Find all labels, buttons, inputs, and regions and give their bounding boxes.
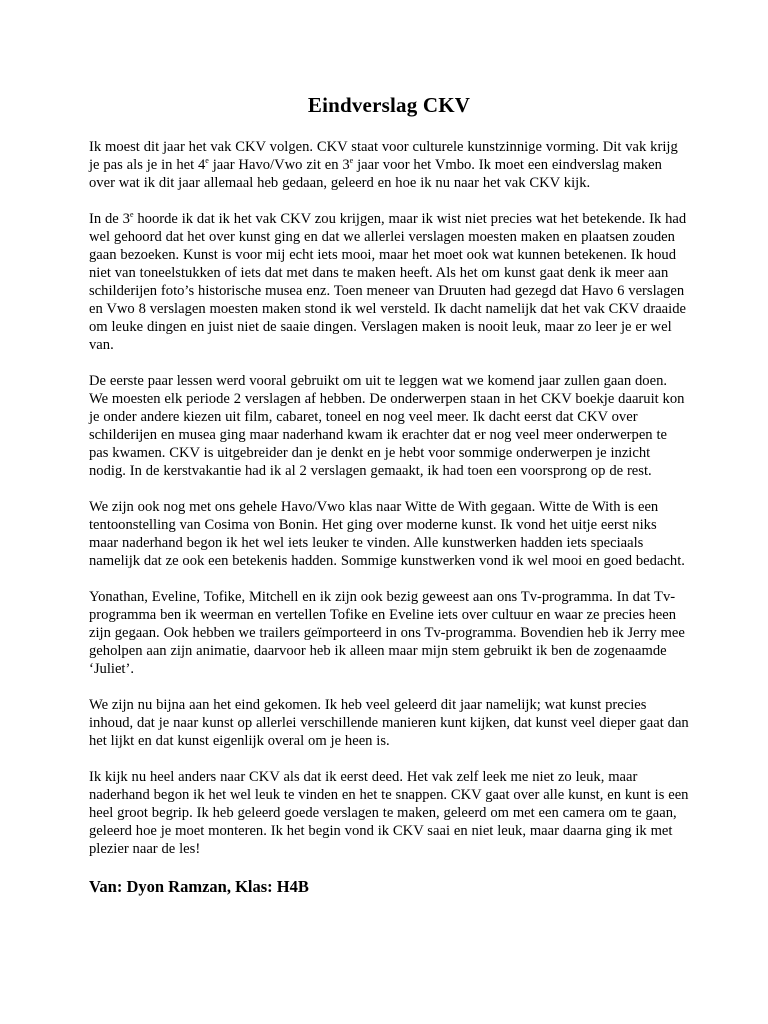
paragraph-text: jaar Havo/Vwo zit en 3 — [208, 157, 350, 173]
body-paragraph — [89, 588, 689, 678]
document-body — [89, 138, 689, 858]
body-paragraph — [89, 696, 689, 750]
document-author-line: Van: Dyon Ramzan, Klas: H4B — [89, 877, 309, 896]
body-paragraph — [89, 498, 689, 570]
body-paragraph — [89, 768, 689, 858]
paragraph-text: hoorde ik dat ik het vak CKV zou krijgen, maar ik wist niet precies wat het betekende. Ik had wel gehoord dat het over kunst ging en dat we allerlei verslagen moesten maken en plaatsen zouden gaan bezoeken. Kunst is voor mij echt iets mooi, maar het moet ook wat kunnen betekenen. Ik houd niet van toneelstukken of iets dat met dans te maken heeft. Als het om kunst gaat denk ik meer aan schilderijen foto’s historische musea enz. Toen meneer van Druuten had gezegd dat Havo 6 verslagen en Vwo 8 verslagen moesten maken stond ik wel versteld. Ik dacht namelijk dat het vak CKV draaide om leuke dingen en juist niet de saaie dingen. Verslagen maken is nooit leuk, maar zo leer je er wel van. — [89, 211, 687, 353]
paragraph-text: We zijn ook nog met ons gehele Havo/Vwo klas naar Witte de With gegaan. Witte de With is een tentoonstelling van Cosima von Bonin. Het ging over moderne kunst. Ik vond het uitje eerst niks maar naderhand begon ik het wel iets leuker te vinden. Alle kunstwerken hadden iets speciaals namelijk dat ze ook een betekenis hadden. Sommige kunstwerken vond ik wel mooi en goed bedacht. — [89, 499, 685, 569]
ordinal-superscript: e — [129, 210, 134, 220]
document-title: Eindverslag CKV — [307, 93, 471, 117]
body-paragraph — [89, 372, 689, 480]
paragraph-text: Ik kijk nu heel anders naar CKV als dat ik eerst deed. Het vak zelf leek me niet zo leuk, maar naderhand begon ik het wel leuk te vinden en het te snappen. CKV gaat over alle kunst, en kunt is een heel groot begrip. Ik heb geleerd goede verslagen te maken, geleerd om met een camera om te gaan, geleerd hoe je moet monteren. Ik het begin vond ik CKV saai en niet leuk, maar daarna ging ik met plezier naar de les! — [89, 769, 689, 857]
paragraph-text: De eerste paar lessen werd vooral gebruikt om uit te leggen wat we komend jaar zullen gaan doen. We moesten elk periode 2 verslagen af hebben. De onderwerpen staan in het CKV boekje daaruit kon je onder andere kiezen uit film, cabaret, toneel en nog veel meer. Ik dacht eerst dat CKV over schilderijen en musea ging maar naderhand kwam ik erachter dat er nog veel meer onderwerpen te pas kwamen. CKV is uitgebreider dan je denkt en je hebt voor sommige onderwerpen je inzicht nodig. In de kerstvakantie had ik al 2 verslagen gemaakt, ik had toen een voorsprong op de rest. — [89, 373, 685, 479]
paragraph-text: Yonathan, Eveline, Tofike, Mitchell en ik zijn ook bezig geweest aan ons Tv-programma. In dat Tv-programma ben ik weerman en vertellen Tofike en Eveline iets over cultuur en waar ze precies heen zijn gegaan. Ook hebben we trailers geïmporteerd in ons Tv-programma. Bovendien heb ik Jerry mee geholpen aan zijn animatie, daarvoor heb ik alleen maar mijn stem gebruikt ik ben de zogenaamde ‘Juliet’. — [89, 589, 685, 677]
paragraph-text: In de 3 — [89, 211, 130, 227]
paragraph-text: Ik moest dit jaar het vak CKV volgen. CKV staat voor culturele kunstzinnige vorming. Dit vak krijg je pas als je in het 4 — [89, 139, 678, 173]
ordinal-superscript: e — [205, 156, 209, 166]
ordinal-superscript: e — [349, 156, 354, 166]
paragraph-text: jaar voor het Vmbo. Ik moet een eindverslag maken over wat ik dit jaar allemaal heb gedaan, geleerd en hoe ik nu naar het vak CKV kijk. — [89, 157, 662, 191]
paragraph-text: We zijn nu bijna aan het eind gekomen. Ik heb veel geleerd dit jaar namelijk; wat kunst precies inhoud, dat je naar kunst op allerlei verschillende manieren kunt kijken, dat kunst veel dieper gaat dan het lijkt en dat kunst eigenlijk overal om je heen is. — [89, 697, 689, 749]
body-paragraph — [89, 210, 689, 354]
document-page — [89, 92, 689, 898]
body-paragraph — [89, 138, 689, 192]
